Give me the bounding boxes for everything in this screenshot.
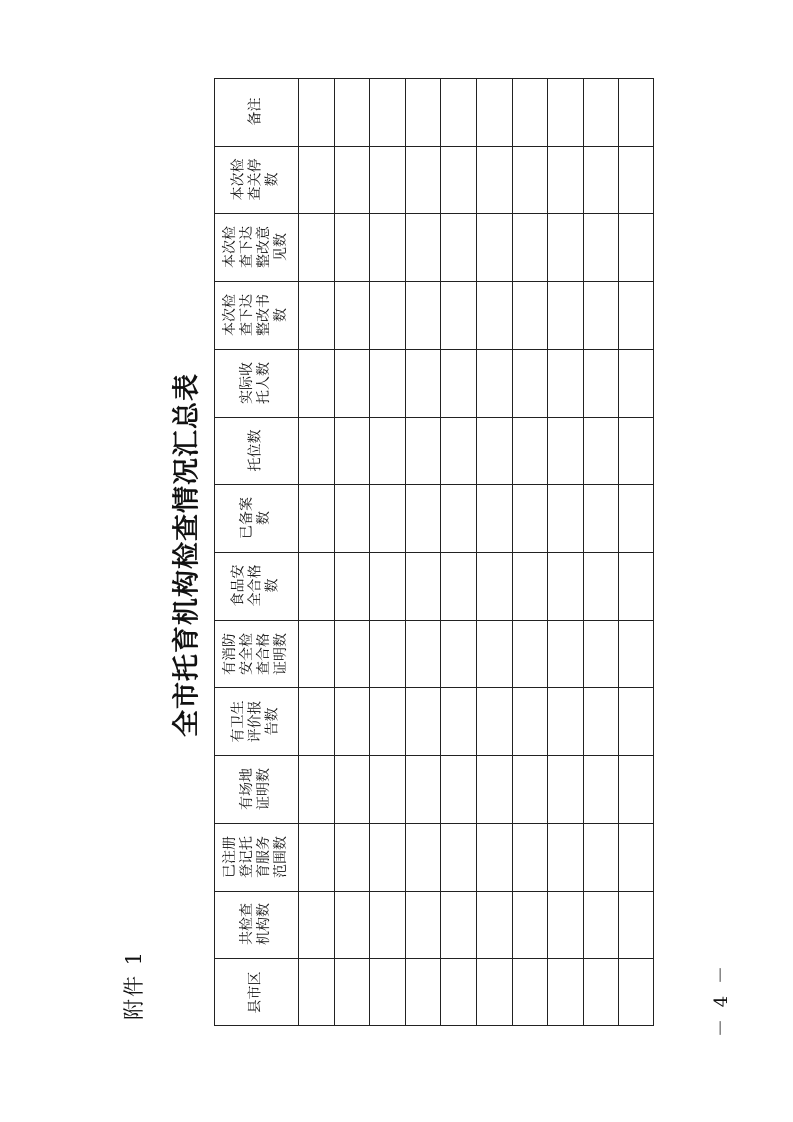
table-cell[interactable] xyxy=(583,823,619,891)
table-cell[interactable] xyxy=(476,755,512,823)
table-cell[interactable] xyxy=(369,552,405,620)
table-cell[interactable] xyxy=(583,891,619,959)
table-cell[interactable] xyxy=(512,687,548,755)
table-cell[interactable] xyxy=(583,281,619,349)
table-cell[interactable] xyxy=(405,78,441,146)
table-cell[interactable] xyxy=(405,958,441,1026)
table-cell[interactable] xyxy=(440,891,476,959)
table-cell[interactable] xyxy=(369,484,405,552)
table-cell[interactable] xyxy=(405,552,441,620)
table-cell[interactable] xyxy=(476,78,512,146)
table-cell[interactable] xyxy=(583,213,619,281)
table-cell[interactable] xyxy=(476,484,512,552)
column-header-label: 共检查 机构数 xyxy=(239,903,272,946)
table-cell[interactable] xyxy=(405,755,441,823)
table-cell[interactable] xyxy=(334,552,370,620)
table-cell[interactable] xyxy=(583,620,619,688)
table-cell[interactable] xyxy=(547,958,583,1026)
table-cell[interactable] xyxy=(618,213,654,281)
table-cell[interactable] xyxy=(405,620,441,688)
table-cell[interactable] xyxy=(618,823,654,891)
table-cell[interactable] xyxy=(334,958,370,1026)
table-cell[interactable] xyxy=(547,891,583,959)
table-cell[interactable] xyxy=(583,146,619,214)
table-cell[interactable] xyxy=(547,281,583,349)
column-header xyxy=(214,281,298,349)
table-cell[interactable] xyxy=(334,417,370,485)
table-cell[interactable] xyxy=(369,417,405,485)
table-cell[interactable] xyxy=(298,891,334,959)
table-cell[interactable] xyxy=(298,823,334,891)
column-header-label: 有卫生 评价报 告数 xyxy=(230,700,281,743)
column-header-label: 本次检 查下达 整改意 见数 xyxy=(222,226,289,269)
table-cell[interactable] xyxy=(334,620,370,688)
table-cell[interactable] xyxy=(369,891,405,959)
table-cell[interactable] xyxy=(369,755,405,823)
table-cell[interactable] xyxy=(512,484,548,552)
table-cell[interactable] xyxy=(369,687,405,755)
table-cell[interactable] xyxy=(512,146,548,214)
table-cell[interactable] xyxy=(369,823,405,891)
table-cell[interactable] xyxy=(440,552,476,620)
table-cell[interactable] xyxy=(583,755,619,823)
table-cell[interactable] xyxy=(369,281,405,349)
table-cell[interactable] xyxy=(405,349,441,417)
column-header-label: 已备案 数 xyxy=(239,497,272,540)
table-cell[interactable] xyxy=(405,823,441,891)
column-header-label: 本次检 查下达 整改书 数 xyxy=(222,294,289,336)
table-cell[interactable] xyxy=(298,687,334,755)
table-cell[interactable] xyxy=(583,687,619,755)
table-cell[interactable] xyxy=(440,213,476,281)
table-cell[interactable] xyxy=(476,146,512,214)
column-header xyxy=(214,417,298,485)
table-cell[interactable] xyxy=(618,891,654,959)
table-cell[interactable] xyxy=(405,146,441,214)
table-cell[interactable] xyxy=(547,552,583,620)
table-cell[interactable] xyxy=(298,213,334,281)
table-cell[interactable] xyxy=(547,349,583,417)
column-header xyxy=(214,823,298,891)
column-header xyxy=(214,78,298,146)
attachment-label: 附件 1 xyxy=(122,949,146,1021)
table-cell[interactable] xyxy=(476,823,512,891)
table-cell[interactable] xyxy=(618,78,654,146)
table-cell[interactable] xyxy=(440,484,476,552)
table-cell[interactable] xyxy=(369,349,405,417)
column-header-label: 实际收 托人数 xyxy=(239,361,272,404)
table-cell[interactable] xyxy=(405,687,441,755)
table-cell[interactable] xyxy=(440,78,476,146)
table-cell[interactable] xyxy=(618,755,654,823)
table-cell[interactable] xyxy=(298,484,334,552)
table-cell[interactable] xyxy=(512,213,548,281)
column-header xyxy=(214,958,298,1026)
column-header-label: 托位数 xyxy=(247,429,264,472)
table-cell[interactable] xyxy=(440,281,476,349)
table-cell[interactable] xyxy=(405,417,441,485)
table-cell[interactable] xyxy=(298,146,334,214)
table-cell[interactable] xyxy=(547,484,583,552)
table-cell[interactable] xyxy=(476,281,512,349)
table-cell[interactable] xyxy=(334,484,370,552)
summary-table xyxy=(214,78,654,1026)
column-header xyxy=(214,620,298,688)
table-cell[interactable] xyxy=(547,78,583,146)
table-cell[interactable] xyxy=(369,213,405,281)
column-header-label: 本次检 查关停 数 xyxy=(230,158,281,201)
column-header-label: 县市区 xyxy=(247,971,264,1014)
table-cell[interactable] xyxy=(405,891,441,959)
column-header xyxy=(214,687,298,755)
table-cell[interactable] xyxy=(405,213,441,281)
table-cell[interactable] xyxy=(512,620,548,688)
table-cell[interactable] xyxy=(618,484,654,552)
table-cell[interactable] xyxy=(618,687,654,755)
page-number: － 4 － xyxy=(711,963,732,1037)
column-header-label: 有场地 证明数 xyxy=(239,767,272,810)
table-cell[interactable] xyxy=(298,755,334,823)
table-cell[interactable] xyxy=(369,620,405,688)
table-cell[interactable] xyxy=(334,891,370,959)
table-cell[interactable] xyxy=(298,552,334,620)
column-header xyxy=(214,552,298,620)
column-header-label: 食品安 全合格 数 xyxy=(230,564,281,607)
table-cell[interactable] xyxy=(298,281,334,349)
column-header xyxy=(214,146,298,214)
table-cell[interactable] xyxy=(334,349,370,417)
table-cell[interactable] xyxy=(440,823,476,891)
table-cell[interactable] xyxy=(476,958,512,1026)
table-cell[interactable] xyxy=(405,484,441,552)
table-cell[interactable] xyxy=(298,958,334,1026)
column-header-label: 已注册 登记托 育服务 范围数 xyxy=(222,835,289,878)
table-cell[interactable] xyxy=(583,78,619,146)
table-cell[interactable] xyxy=(583,417,619,485)
table-cell[interactable] xyxy=(618,281,654,349)
table-cell[interactable] xyxy=(334,213,370,281)
table-cell[interactable] xyxy=(547,687,583,755)
table-cell[interactable] xyxy=(334,281,370,349)
table-cell[interactable] xyxy=(583,958,619,1026)
table-cell[interactable] xyxy=(547,620,583,688)
column-header xyxy=(214,349,298,417)
column-header xyxy=(214,484,298,552)
table-cell[interactable] xyxy=(476,552,512,620)
table-cell[interactable] xyxy=(583,484,619,552)
table-cell[interactable] xyxy=(618,552,654,620)
table-cell[interactable] xyxy=(583,349,619,417)
table-cell[interactable] xyxy=(476,891,512,959)
table-cell[interactable] xyxy=(547,417,583,485)
table-cell[interactable] xyxy=(547,755,583,823)
table-cell[interactable] xyxy=(440,349,476,417)
table-cell[interactable] xyxy=(512,823,548,891)
table-cell[interactable] xyxy=(512,281,548,349)
column-header xyxy=(214,213,298,281)
table-cell[interactable] xyxy=(512,755,548,823)
table-cell[interactable] xyxy=(369,146,405,214)
table-cell[interactable] xyxy=(547,213,583,281)
table-cell[interactable] xyxy=(476,620,512,688)
table-cell[interactable] xyxy=(298,78,334,146)
table-cell[interactable] xyxy=(440,146,476,214)
table-cell[interactable] xyxy=(512,891,548,959)
table-cell[interactable] xyxy=(298,417,334,485)
page-title: 全市托育机构检查情况汇总表 xyxy=(171,373,203,737)
table-cell[interactable] xyxy=(334,687,370,755)
table-cell[interactable] xyxy=(440,620,476,688)
table-cell[interactable] xyxy=(618,417,654,485)
table-cell[interactable] xyxy=(334,78,370,146)
table-cell[interactable] xyxy=(405,281,441,349)
table-cell[interactable] xyxy=(512,417,548,485)
column-header-label: 备注 xyxy=(247,97,264,126)
table-cell[interactable] xyxy=(334,823,370,891)
table-cell[interactable] xyxy=(618,620,654,688)
table-cell[interactable] xyxy=(476,213,512,281)
table-cell[interactable] xyxy=(512,552,548,620)
table-cell[interactable] xyxy=(369,78,405,146)
table-cell[interactable] xyxy=(618,146,654,214)
table-cell[interactable] xyxy=(440,417,476,485)
column-header-label: 有消防 安全检 查合格 证明数 xyxy=(222,632,289,675)
table-cell[interactable] xyxy=(618,349,654,417)
table-cell[interactable] xyxy=(512,958,548,1026)
table-cell[interactable] xyxy=(440,687,476,755)
table-cell[interactable] xyxy=(440,755,476,823)
table-cell[interactable] xyxy=(440,958,476,1026)
table-cell[interactable] xyxy=(583,552,619,620)
table-cell[interactable] xyxy=(298,349,334,417)
table-cell[interactable] xyxy=(476,687,512,755)
table-cell[interactable] xyxy=(547,823,583,891)
table-cell[interactable] xyxy=(334,755,370,823)
table-cell[interactable] xyxy=(298,620,334,688)
table-cell[interactable] xyxy=(547,146,583,214)
table-cell[interactable] xyxy=(476,349,512,417)
table-cell[interactable] xyxy=(334,146,370,214)
table-cell[interactable] xyxy=(476,417,512,485)
column-header xyxy=(214,755,298,823)
table-cell[interactable] xyxy=(369,958,405,1026)
column-header xyxy=(214,891,298,959)
table-cell[interactable] xyxy=(618,958,654,1026)
table-cell[interactable] xyxy=(512,349,548,417)
table-cell[interactable] xyxy=(512,78,548,146)
